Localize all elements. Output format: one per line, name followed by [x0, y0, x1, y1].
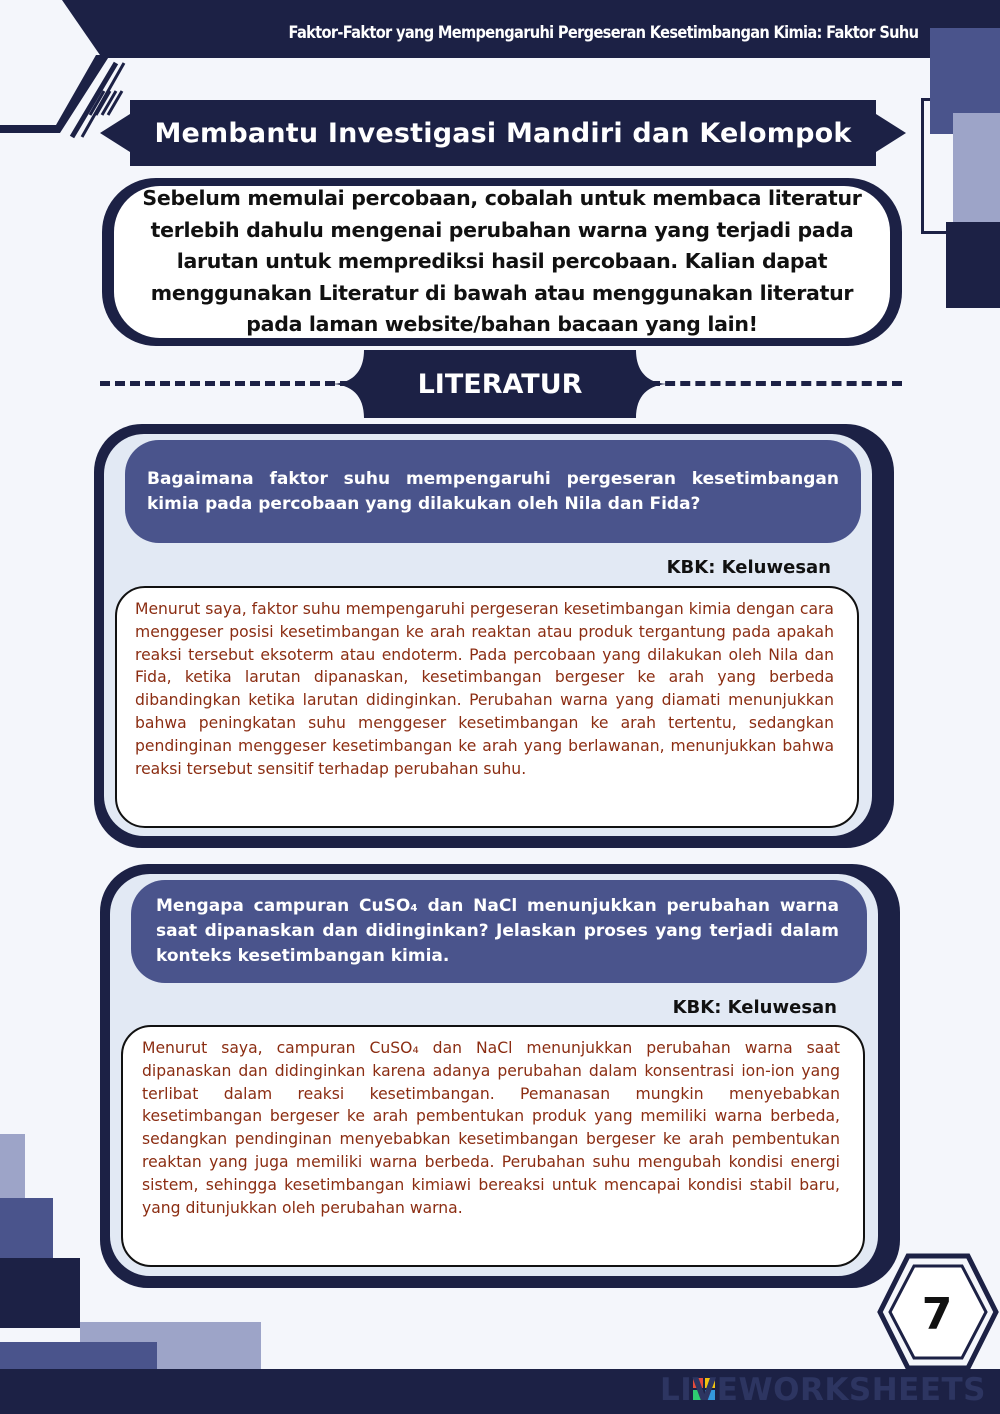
question-card-2	[100, 864, 900, 1288]
stair-block-2	[0, 1198, 53, 1260]
section-label: LITERATUR	[417, 368, 583, 400]
stair-block-3	[0, 1258, 80, 1328]
question-2	[131, 880, 867, 983]
page-title: Membantu Investigasi Mandiri dan Kelompok	[154, 117, 852, 149]
right-block-navy	[946, 222, 1000, 308]
question-card-1	[94, 424, 894, 848]
kbk-label-1: KBK: Keluwesan	[666, 557, 831, 578]
divider-left	[100, 381, 350, 386]
intro-box	[102, 178, 902, 346]
stair-block-5	[0, 1342, 157, 1369]
answer-field-1[interactable]: Menurut saya, faktor suhu mempengaruhi pergeseran kesetimbangan kimia dengan cara menggeser posisi kesetimbangan ke arah reaktan atau produk tergantung pada apakah reaksi tersebut eksoterm atau endoterm. Pada percobaan yang dilakukan oleh Nila dan Fida, ketika larutan dipanaskan, kesetimbangan bergeser ke arah yang berbeda dibandingkan ketika larutan didinginkan. Perubahan warna yang diamati menunjukkan bahwa peningkatan suhu menggeser kesetimbangan ke arah tertentu, sedangkan pendinginan menggeser kesetimbangan ke arah yang berlawanan, menunjukkan bahwa reaksi tersebut sensitif terhadap perubahan suhu.	[115, 586, 859, 828]
kbk-label-2: KBK: Keluwesan	[672, 997, 837, 1018]
header-title: Faktor-Faktor yang Mempengaruhi Pergeseran Kesetimbangan Kimia: Faktor Suhu	[288, 23, 918, 43]
stair-block-1	[0, 1134, 25, 1200]
question-1	[125, 440, 861, 543]
right-block-light	[953, 113, 1000, 223]
answer-field-2[interactable]: Menurut saya, campuran CuSO₄ dan NaCl menunjukkan perubahan warna saat dipanaskan dan didinginkan karena adanya perubahan dalam konsentrasi ion-ion yang terlibat dalam reaksi kesetimbangan. Pemanasan mungkin menyebabkan kesetimbangan bergeser ke arah pembentukan produk yang memiliki warna berbeda, sedangkan pendinginan menyebabkan kesetimbangan bergeser ke arah pembentukan reaktan yang juga memiliki warna berbeda. Perubahan suhu mengubah kondisi energi sistem, sehingga kesetimbangan kimiawi bereaksi untuk mencapai kondisi stabil baru, yang ditunjukkan oleh perubahan warna.	[121, 1025, 865, 1267]
question-1-text: Bagaimana faktor suhu mempengaruhi pergeseran kesetimbangan kimia pada percobaan yang dilakukan oleh Nila dan Fida?	[147, 468, 839, 514]
intro-inner	[114, 186, 890, 338]
question-2-text: Mengapa campuran CuSO₄ dan NaCl menunjukkan perubahan warna saat dipanaskan dan didinginkan? Jelaskan proses yang terjadi dalam konteks kesetimbangan kimia.	[156, 896, 839, 966]
page-number: 7	[921, 1288, 953, 1340]
divider-right	[650, 381, 902, 386]
liveworksheets-brand: LIVEWORKSHEETS	[660, 1372, 986, 1408]
intro-text: Sebelum memulai percobaan, cobalah untuk membaca literatur terlebih dahulu mengenai perubahan warna yang terjadi pada larutan untuk memprediksi hasil percobaan. Kalian dapat menggunakan Literatur di bawah atau menggunakan literatur pada laman website/bahan bacaan yang lain!	[142, 186, 862, 337]
